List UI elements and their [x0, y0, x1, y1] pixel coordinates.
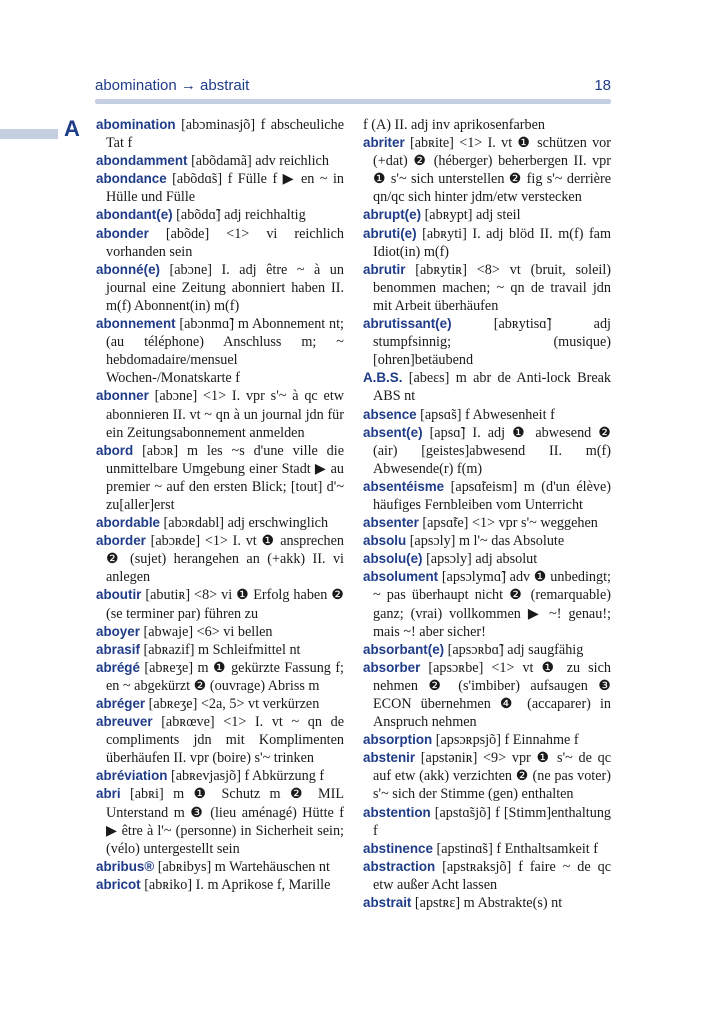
dictionary-entry: [363, 532, 611, 550]
entry-text: [apsɔʀbe] <1> vt ❶ zu sich nehmen ❷ (s'imbiber) aufsaugen ❸ ECON übernehmen ❹ (accaparer) in Anspruch nehmen: [373, 659, 611, 731]
header-range: abomination → abstrait: [95, 77, 250, 94]
entry-headword: absent(e): [363, 424, 423, 440]
dictionary-entry: [363, 424, 611, 478]
dictionary-entry: [96, 641, 344, 659]
dictionary-entry: [96, 261, 344, 315]
entry-text: [apstʀɛ] m Abstrakte(s) nt: [414, 895, 563, 912]
entry-headword: abrupt(e): [363, 207, 422, 223]
entry-text: [apsɑ̃teism] m (d'un élève) häufiges Fernbleiben vom Unterricht: [373, 478, 611, 513]
dictionary-entry: [363, 840, 611, 858]
entry-text: [abʀazif] m Schleifmittel nt: [143, 641, 301, 658]
entry-text: [abõde] <1> vi reichlich vorhanden sein: [106, 225, 345, 260]
dictionary-entry: [363, 406, 611, 424]
entry-headword: abréger: [96, 696, 146, 711]
dictionary-entry: [363, 225, 611, 261]
dictionary-entry: [96, 623, 344, 641]
entry-headword: abrutissant(e): [363, 316, 452, 332]
dictionary-entry: [363, 369, 611, 405]
entry-text: [apstinɑ̃s] f Enthaltsamkeit f: [436, 840, 598, 857]
dictionary-entry: [363, 134, 611, 206]
entry-text: [abɔʀ] m les ~s d'une ville die unmittelbare Umgebung einer Stadt ▶ au premier ~ auf den ersten Blick; [tout] d'~ zu[aller]erst: [106, 442, 345, 513]
left-column: [96, 116, 344, 894]
entry-text: [abʀite] <1> I. vt ❶ schützen vor (+dat) ❷ (héberger) beherbergen II. vpr ❶ s'~ sich unterstellen ❷ fig s'~ derrière qn/qc sich hinter jdm/etw verstecken: [373, 135, 611, 206]
entry-text: [abʀevjasjõ] f Abkürzung f: [171, 768, 325, 785]
dictionary-entry: [96, 586, 344, 622]
entry-headword: abonné(e): [96, 261, 160, 277]
dictionary-entry: [363, 116, 611, 134]
entry-headword: absorption: [363, 732, 433, 748]
entry-text: [abʀibys] m Wartehäuschen nt: [157, 858, 330, 875]
dictionary-entry: [363, 804, 611, 840]
entry-headword: absenter: [363, 515, 419, 531]
dictionary-entry: [96, 876, 344, 894]
dictionary-entry: [363, 514, 611, 532]
entry-headword: aboutir: [96, 587, 142, 603]
dictionary-entry: [363, 568, 611, 640]
entry-headword: abondance: [96, 171, 167, 187]
entry-headword: abribus®: [96, 858, 155, 874]
entry-text: f (A) II. adj inv aprikosenfarben: [363, 117, 545, 133]
entry-text: [apsɔʀpsjõ] f Einnahme f: [435, 732, 579, 749]
entry-text: [abɔne] <1> I. vpr s'~ à qc etw abonnieren II. vt ~ qn à un journal jdn für ein Zeitungsabonnement anmelden: [106, 388, 345, 441]
entry-headword: absorbant(e): [363, 641, 445, 657]
dictionary-entry: [96, 695, 344, 713]
entry-text: [abõdɑ̃] adj reichhaltig: [176, 207, 306, 224]
entry-headword: abriter: [363, 135, 405, 151]
dictionary-entry: [96, 152, 344, 170]
dictionary-entry: [363, 478, 611, 514]
dictionary-entry: [96, 785, 344, 857]
section-tab-bar: [0, 129, 58, 139]
entry-text: [abɔʀdabl] adj erschwinglich: [163, 515, 329, 532]
dictionary-entry: [363, 315, 611, 369]
entry-headword: abruti(e): [363, 225, 417, 241]
entry-headword: absence: [363, 406, 417, 422]
entry-text: [abʀi] m ❶ Schutz m ❷ MIL Unterstand m ❸ (lieu aménagé) Hütte f ▶ être à l'~ (personne) in Sicherheit sein; (vélo) untergestellt sein: [106, 786, 344, 857]
entry-headword: abri: [96, 786, 121, 802]
entry-headword: abordable: [96, 515, 160, 531]
entry-text: [apsɔlymɑ̃] adv ❶ unbedingt; ~ pas überhaupt nicht ❷ (remarquable) ganz; (vrai) vollkommen ▶ ~! genau!; mais ~! aber sicher!: [373, 569, 611, 640]
entry-text: [apsɔly] adj absolut: [426, 551, 538, 568]
dictionary-entry: [96, 532, 344, 586]
entry-headword: abstraction: [363, 858, 436, 874]
dictionary-entry: [96, 170, 344, 206]
dictionary-entry: [96, 713, 344, 767]
entry-headword: abonnement: [96, 316, 176, 332]
entry-headword: A.B.S.: [363, 370, 403, 386]
page-number: 18: [594, 77, 611, 94]
entry-headword: abondant(e): [96, 207, 173, 223]
entry-headword: abreuver: [96, 714, 153, 730]
entry-text: [abʀytisɑ̃] adj stumpfsinnig; (musique) [ohren]betäubend: [373, 316, 611, 369]
entry-text: [abwaje] <6> vi bellen: [143, 623, 273, 640]
dictionary-entry: [96, 767, 344, 785]
entry-text: [apsɔly] m l'~ das Absolute: [409, 533, 565, 550]
entry-text: [abɔminasjõ] f abscheuliche Tat f: [106, 117, 344, 152]
entry-text: [abɔʀde] <1> I. vt ❶ ansprechen ❷ (sujet) herangehen an (+akk) II. vi anlegen: [106, 533, 344, 586]
dictionary-entry: [96, 514, 344, 532]
entry-headword: absorber: [363, 659, 421, 675]
entry-headword: absolu: [363, 533, 407, 549]
entry-headword: abrégé: [96, 659, 140, 675]
entry-headword: abondamment: [96, 153, 188, 169]
entry-text: [abeɛs] m abr de Anti-lock Break ABS nt: [373, 370, 612, 405]
dictionary-entry: [363, 550, 611, 568]
entry-text: [apstɑ̃sjõ] f [Stimm]enthaltung f: [373, 804, 612, 839]
entry-headword: absentéisme: [363, 478, 445, 494]
right-column: [363, 116, 611, 912]
entry-text: [apstʀaksjõ] f faire ~ de qc etw außer Acht lassen: [373, 858, 612, 893]
entry-text: [abʀœve] <1> I. vt ~ qn de compliments jdn mit Komplimenten überhäufen II. vpr (boire) s'~ trinken: [106, 714, 344, 767]
entry-headword: abstinence: [363, 840, 433, 856]
entry-headword: abomination: [96, 117, 176, 132]
dictionary-entry: [363, 894, 611, 912]
entry-headword: abonner: [96, 388, 149, 404]
entry-text: [apsɔʀbɑ̃] adj saugfähig: [447, 641, 584, 658]
entry-text: [abʀypt] adj steil: [424, 207, 521, 224]
dictionary-entry: [363, 749, 611, 803]
dictionary-entry: [363, 731, 611, 749]
entry-headword: aboyer: [96, 623, 140, 639]
entry-text: [abʀytiʀ] <8> vt (bruit, soleil) benommen machen; ~ qn de travail jdn mit Arbeit überhäufen: [373, 261, 612, 314]
dictionary-entry: [363, 641, 611, 659]
entry-text: [apsɑ̃] I. adj ❶ abwesend ❷ (air) [geistes]abwesend II. m(f) Abwesende(r) f(m): [373, 424, 612, 477]
dictionary-entry: [96, 659, 344, 695]
entry-headword: absolu(e): [363, 551, 423, 567]
dictionary-entry: [96, 206, 344, 224]
entry-text: [apsɑ̃te] <1> vpr s'~ weggehen: [422, 515, 598, 532]
entry-headword: abord: [96, 442, 134, 458]
entry-headword: abréviation: [96, 768, 168, 784]
entry-text: [abʀeʒe] <2a, 5> vt verkürzen: [148, 696, 320, 712]
entry-text: [abõdamã] adv reichlich: [191, 153, 329, 170]
entry-text: [abɔnmɑ̃] m Abonnement nt; (au téléphone) Anschluss m; ~ hebdomadaire/mensuel Wochen-/Monatskarte f: [106, 316, 344, 387]
entry-headword: abstention: [363, 804, 431, 820]
dictionary-entry: [96, 442, 344, 514]
entry-text: [abutiʀ] <8> vi ❶ Erfolg haben ❷ (se terminer par) führen zu: [106, 587, 344, 622]
entry-text: [apsɑ̃s] f Abwesenheit f: [420, 406, 555, 423]
entry-text: [abʀyti] I. adj blöd II. m(f) fam Idiot(in) m(f): [373, 225, 612, 260]
header-rule: [95, 99, 611, 104]
entry-headword: abonder: [96, 225, 149, 241]
dictionary-entry: [363, 206, 611, 224]
entry-text: [abʀeʒe] m ❶ gekürzte Fassung f; en ~ abgekürzt ❷ (ouvrage) Abriss m: [106, 659, 344, 694]
entry-text: [abõdɑ̃s] f Fülle f ▶ en ~ in Hülle und Fülle: [106, 171, 344, 206]
dictionary-entry: [96, 116, 344, 152]
entry-text: [abʀiko] I. m Aprikose f, Marille: [144, 876, 331, 893]
section-letter: A: [64, 116, 80, 141]
page-header: [95, 77, 611, 97]
entry-headword: absolument: [363, 569, 439, 585]
dictionary-entry: [96, 858, 344, 876]
entry-headword: abstenir: [363, 750, 416, 766]
dictionary-entry: [96, 387, 344, 441]
entry-headword: abricot: [96, 876, 141, 892]
dictionary-entry: [96, 315, 344, 387]
dictionary-entry: [363, 261, 611, 315]
entry-headword: abstrait: [363, 895, 412, 911]
entry-headword: abrasif: [96, 641, 140, 657]
entry-text: [apstəniʀ] <9> vpr ❶ s'~ de qc auf etw (akk) verzichten ❷ (ne pas voter) s'~ sich der Stimme (gen) enthalten: [373, 750, 611, 803]
entry-headword: aborder: [96, 533, 146, 549]
entry-headword: abrutir: [363, 261, 406, 277]
dictionary-entry: [363, 858, 611, 894]
entry-text: [abɔne] I. adj être ~ à un journal eine Zeitung abonniert haben II. m(f) Abonnent(in) m(f): [106, 261, 344, 314]
dictionary-entry: [96, 225, 344, 261]
dictionary-entry: [363, 659, 611, 731]
